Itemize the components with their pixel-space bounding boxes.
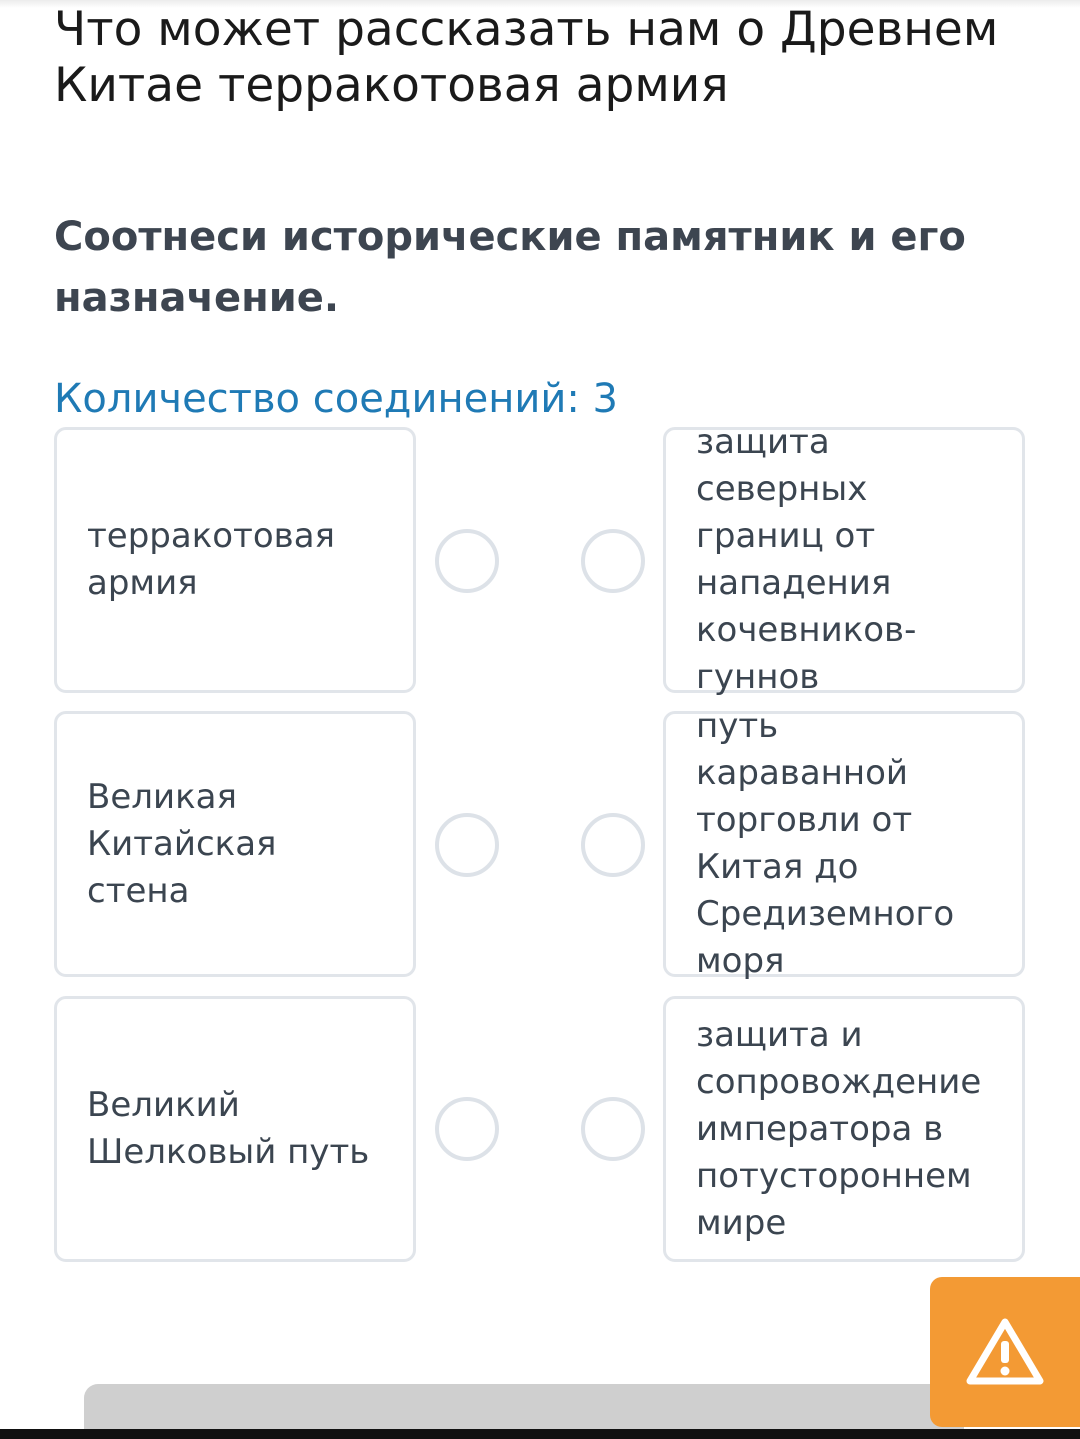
left-connector-1[interactable] <box>435 529 499 593</box>
left-card-label: Великий Шелковый путь <box>87 1085 370 1172</box>
left-connector-2[interactable] <box>435 813 499 877</box>
connections-count: Количество соединений: 3 <box>54 376 619 422</box>
right-card-3[interactable] <box>663 996 1025 1262</box>
page-title: Что может рассказать нам о Древнем Китае терракотовая армия <box>54 2 999 113</box>
left-card-3[interactable] <box>54 996 416 1262</box>
report-button[interactable] <box>930 1277 1080 1427</box>
left-card-label: терракотовая армия <box>87 516 335 603</box>
left-card-2[interactable] <box>54 711 416 977</box>
right-connector-2[interactable] <box>581 813 645 877</box>
left-card-1[interactable] <box>54 427 416 693</box>
right-connector-3[interactable] <box>581 1097 645 1161</box>
right-card-label: защита и сопровождение императора в потустороннем мире <box>696 1014 982 1243</box>
left-card-label: Великая Китайская стена <box>87 776 277 911</box>
right-connector-1[interactable] <box>581 529 645 593</box>
left-connector-3[interactable] <box>435 1097 499 1161</box>
bottom-action-bar[interactable] <box>84 1384 964 1434</box>
task-instruction: Соотнеси исторические памятник и его назначение. <box>54 214 966 321</box>
right-card-label: путь караванной торговли от Китая до Средиземного моря <box>696 706 955 981</box>
right-card-2[interactable] <box>663 706 1025 981</box>
screen-bottom-edge <box>0 1429 1080 1439</box>
right-card-1[interactable] <box>663 422 1025 697</box>
right-card-label: защита северных границ от нападения кочевников-гуннов <box>696 422 917 697</box>
warning-triangle-icon <box>965 1317 1045 1387</box>
